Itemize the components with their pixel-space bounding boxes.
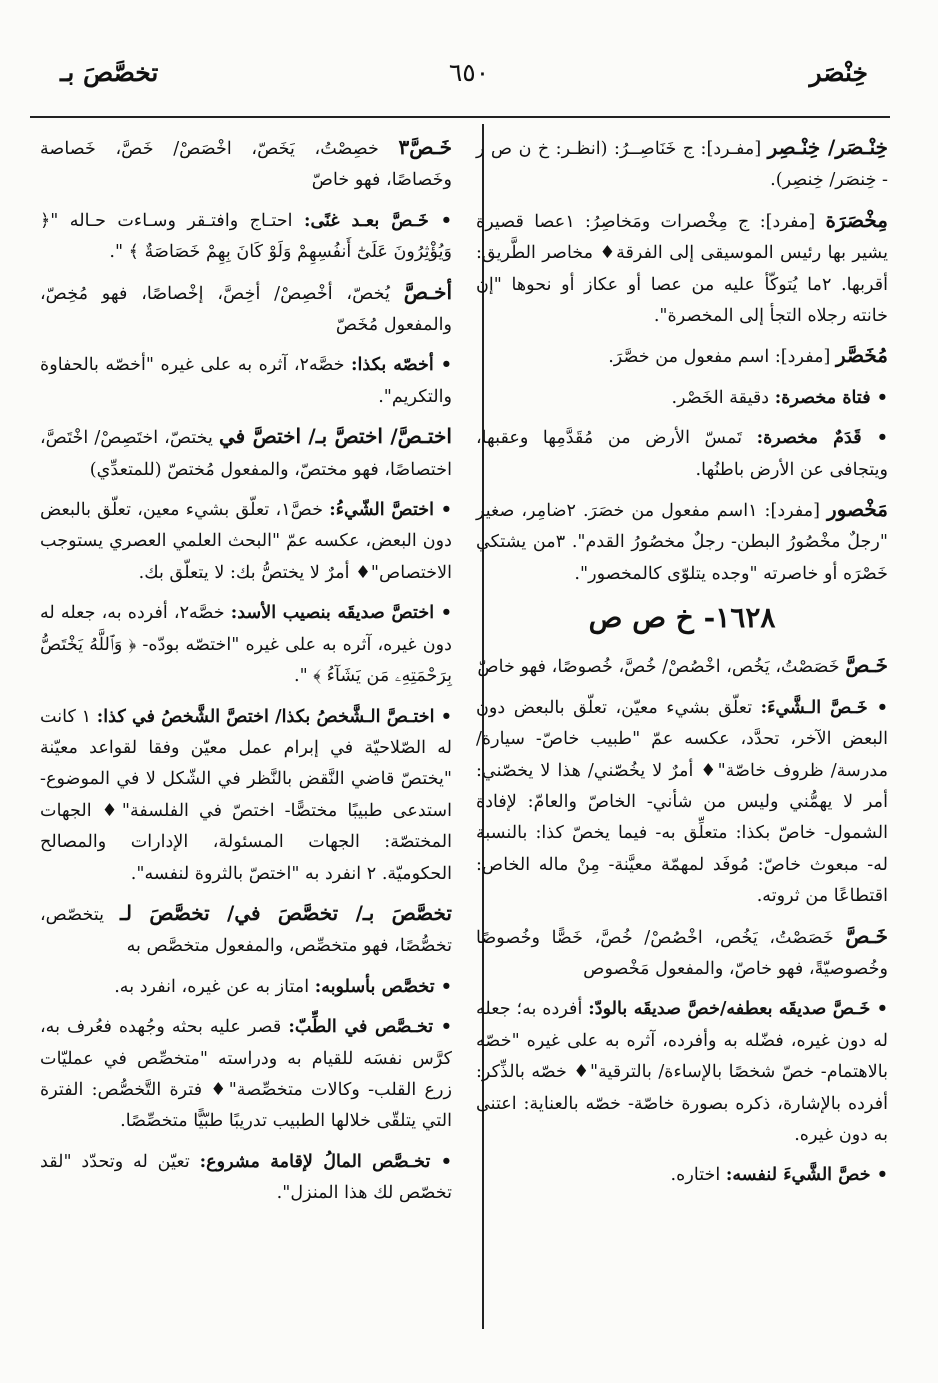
entry-definition: أفرده به؛ جعله له دون غيره، فضّله به وأفرده، آثره به على غيره "خصّه بالاهتمام- خصّ شخصًا بالإساءة/ بالترقية"♦ خصّه بالذِّكر: أفرده بالإشارة، ذكره بصورة خاصّة- خصّه بالعناية: اعتنى به دون غيره.: [476, 999, 888, 1145]
entry-definition: يُخصّ، أخْصِصْ/ أخِصَّ، إخْصاصًا، فهو مُخِصّ، والمفعول مُخَصّ: [40, 283, 452, 336]
entry-headword: خَـصَّ: [845, 653, 888, 678]
sub-entry: [40, 349, 452, 413]
entry-definition: تعيّن له وتحدّد "لقد تخصّص لك هذا المنزل".: [40, 1151, 452, 1204]
sub-entry: [476, 692, 888, 913]
entry-headword: خَـصَّ: [845, 923, 888, 948]
entry-headword: تخصَّصَ بـ/ تخصَّصَ في/ تخصَّصَ لـ: [120, 900, 452, 925]
entry-headword: مِخْصَرَة: [825, 207, 888, 232]
entry-headword: مَخْصور: [827, 497, 888, 522]
entry-headword: خَـصَّ٣: [398, 135, 452, 159]
entry-definition: امتاز به عن غيره، انفرد به.: [114, 976, 315, 997]
sub-entry: [476, 382, 888, 414]
entry-headword: • فتاة مخصرة:: [774, 386, 888, 408]
header-guide-word-right: خِنْصَر: [809, 58, 868, 87]
sub-entry: [40, 1011, 452, 1138]
dictionary-entry: [40, 277, 452, 342]
entry-definition: خصِصْتُ، يَخَصّ، اخْصَصْ/ خَصَّ، خَصاصة وخَصاصًا، فهو خاصّ: [40, 139, 452, 191]
entry-definition: [مفرد]: ج مِخْصرات ومَخاصِرُ: ١عصا قصيرة يشير بها رئيس الموسيقى إلى الفرقة♦ مخاصر الطَّريق: أقربها. ٢ما يُتوكّأ عليه من عصا أو عكاز أو نحوها "إن خانته رجلاه التجأ إلى المخصرة".: [476, 211, 888, 327]
sub-entry: [40, 494, 452, 589]
entry-headword: • اختصَّ صديقَه بنصيب الأسد:: [230, 602, 453, 624]
entry-headword: • تخـصَّص المالُ لإقامة مشروع:: [199, 1150, 452, 1172]
entry-headword: مُخَصَّر: [835, 343, 888, 368]
page-header: [30, 58, 908, 102]
entry-definition: يتخصّص، تخصُّصًا، فهو متخصِّص، والمفعول متخصَّص به: [40, 904, 452, 957]
entry-definition: احتـاج وافتـقر وسـاءت حـاله "﴿ وَيُؤْثِرُونَ عَلَىٰٓ أَنفُسِهِمْ وَلَوْ كَانَ بِهِمْ خَصَاصَةٌ ﴾ ".: [40, 210, 452, 263]
sub-entry: [40, 597, 452, 692]
entry-definition: [مفرد]: اسم مفعول من خصَّرَ.: [608, 347, 836, 368]
dictionary-entry: [476, 494, 888, 590]
dictionary-entry: [476, 650, 888, 683]
entry-headword: خِنْـصَر/ خِنْـصِر: [767, 135, 888, 159]
entry-definition: خَصَصْتُ، يَخُص، اخْصُصْ/ خُصَّ، خُصوصًا، فهو خاصّ: [477, 657, 846, 678]
dictionary-entry: [40, 898, 452, 963]
sub-entry: [40, 701, 452, 890]
entry-definition: [مفرد]: ١اسم مفعول من خصَرَ. ٢ضامِر، صغير "رجلٌ مخْصُورُ البطن- رجلٌ مخصُورُ القدم". ٣من يشتكي خَصْرَه أو خاصرته "وجده يتلوّى كالمخصور".: [476, 501, 888, 584]
root-heading: ١٦٢٨- خ ص ص: [588, 601, 776, 635]
entry-definition: خصَّه٢، آثره به على غيره "أخصّه بالحفاوة والتكريم".: [40, 355, 452, 407]
entry-headword: أخـصَّ: [403, 279, 452, 304]
entry-definition: دقيقة الخَصْر.: [671, 387, 775, 408]
entry-definition: [مفـرد]: ج خَنَاصِــرُ: (انظـر: خ ن ص ر - خِنصَر/ خِنصِر).: [476, 139, 888, 191]
entry-definition: خصَّه٢، أفرده به، جعله له دون غيره، آثره به على غيره "اختصّه بودّه- ﴿ وَٱللَّهُ يَخْتَصُّ بِرَحْمَتِهِۦ مَن يَشَآءُ ﴾ ".: [40, 603, 452, 687]
sub-entry: [476, 993, 888, 1151]
dictionary-entry: [476, 132, 888, 197]
entry-definition: خَصَصْتُ، يَخُص، اخْصُصْ/ خُصَّ، خَصًّا وخُصوصًا وخُصوصيّةً، فهو خاصّ، والمفعول مَخْصوص: [476, 927, 888, 979]
entry-definition: خصَّ١، تعلّق بشيء معين، تعلّق بالبعض دون البعض، عكسه عمّ "البحث العلمي العصري يستوجب الاختصاص"♦ أمرٌ لا يختصُّ بك: لا يتعلّق بك.: [40, 500, 452, 583]
entry-definition: اختاره.: [670, 1165, 726, 1186]
entry-headword: • اختـصَّ الـشَّخصُ بكذا/ اختصَّ الشَّخصُ في كذا:: [96, 705, 452, 727]
dictionary-entry: [476, 340, 888, 373]
entry-headword: • خَـصَّ الـشَّيءَ:: [760, 696, 888, 718]
entry-definition: تَمسّ الأرض من مُقَدَّمِها وعقبها، ويتجافى عن الأرض باطنُها.: [476, 428, 888, 480]
page-number: ٦٥٠: [448, 58, 490, 87]
sub-entry: [476, 1159, 888, 1191]
entry-headword: • قَدَمٌ مخصرة:: [756, 427, 888, 449]
dictionary-entry: [476, 205, 888, 333]
entry-headword: • تخصَّص بأسلوبه:: [314, 975, 452, 997]
dictionary-entry: [40, 132, 452, 197]
entry-definition: يختصّ، اختَصِصْ/ اخْتَصَّ، اختصاصًا، فهو مختصّ، والمفعول مُختصّ (للمتعدِّي): [40, 428, 452, 480]
left-column: [40, 132, 452, 1218]
entry-headword: • خصَّ الشَّيءَ لنفسه:: [725, 1164, 888, 1186]
entry-definition: قصر عليه بحثه وجُهده فعُرف به، كرَّس نفسَه للقيام به ودراسته "متخصِّص في عمليّات زرع القلب- وكالات متخصِّصة"♦ فترة التَّخصُّص: الفترة التي يتلقّى خلالها الطبيب تدريبًا طبّيًّا متخصِّصًا.: [40, 1017, 452, 1132]
entry-definition: تعلّق بشيء معيّن، تعلّق بالبعض دون البعض الآخر، تحدَّد، عكسه عمّ "طبيب خاصّ- سيارة/ مدرسة/ ظروف خاصّة"♦ أمرٌ لا يخُصّني/ هذا لا يخصّني: أمر لا يهمُّني وليس من شأني- الخاصّ والعامّ: لإفادة الشمول- خاصّ بكذا: متعلِّق به- فيما يخصّ كذا: بالنسبة له- مبعوث خاصّ: مُوفَد لمهمّة معيَّنة- مِنْ ماله الخاص: اقتطاعًا من ثروته.: [476, 697, 888, 907]
sub-entry: [40, 971, 452, 1003]
dictionary-entry: [40, 421, 452, 486]
right-column: [476, 132, 888, 1200]
sub-entry: [476, 422, 888, 486]
header-guide-word-left: تخصَّصَ بـ: [60, 58, 159, 87]
entry-headword: • تخـصَّص في الطِّبّ:: [288, 1016, 452, 1038]
sub-entry: [40, 205, 452, 269]
entry-headword: • أخصّه بكذا:: [351, 354, 452, 376]
entry-headword: • خَـصَّ صديقَه بعطفه/خصَّ صديقَه بالودّ:: [588, 998, 888, 1020]
entry-headword: • اختصَّ الشّيءُ:: [329, 499, 452, 521]
entry-headword: • خَـصَّ بعـد غنًى:: [303, 209, 452, 231]
sub-entry: [40, 1146, 452, 1210]
header-rule: [30, 116, 890, 118]
entry-definition: ١ كانت له الصّلاحيّة في إبرام عمل معيّن وفقا لقواعد معيّنة "يختصّ قاضي النَّقض بالنَّظر في الشّكل لا في الموضوع- استدعى طبيبًا مختصًّا- اختصّ في الفلسفة"♦ الجهات المختصّة: الجهات المسئولة، الإدارات والمصالح الحكوميّة. ٢ انفرد به "اختصّ بالثروة لنفسه".: [40, 706, 452, 884]
dictionary-entry: [476, 921, 888, 986]
entry-headword: اختـصَّ/ اختصَّ بـ/ اختصَّ في: [218, 424, 452, 449]
